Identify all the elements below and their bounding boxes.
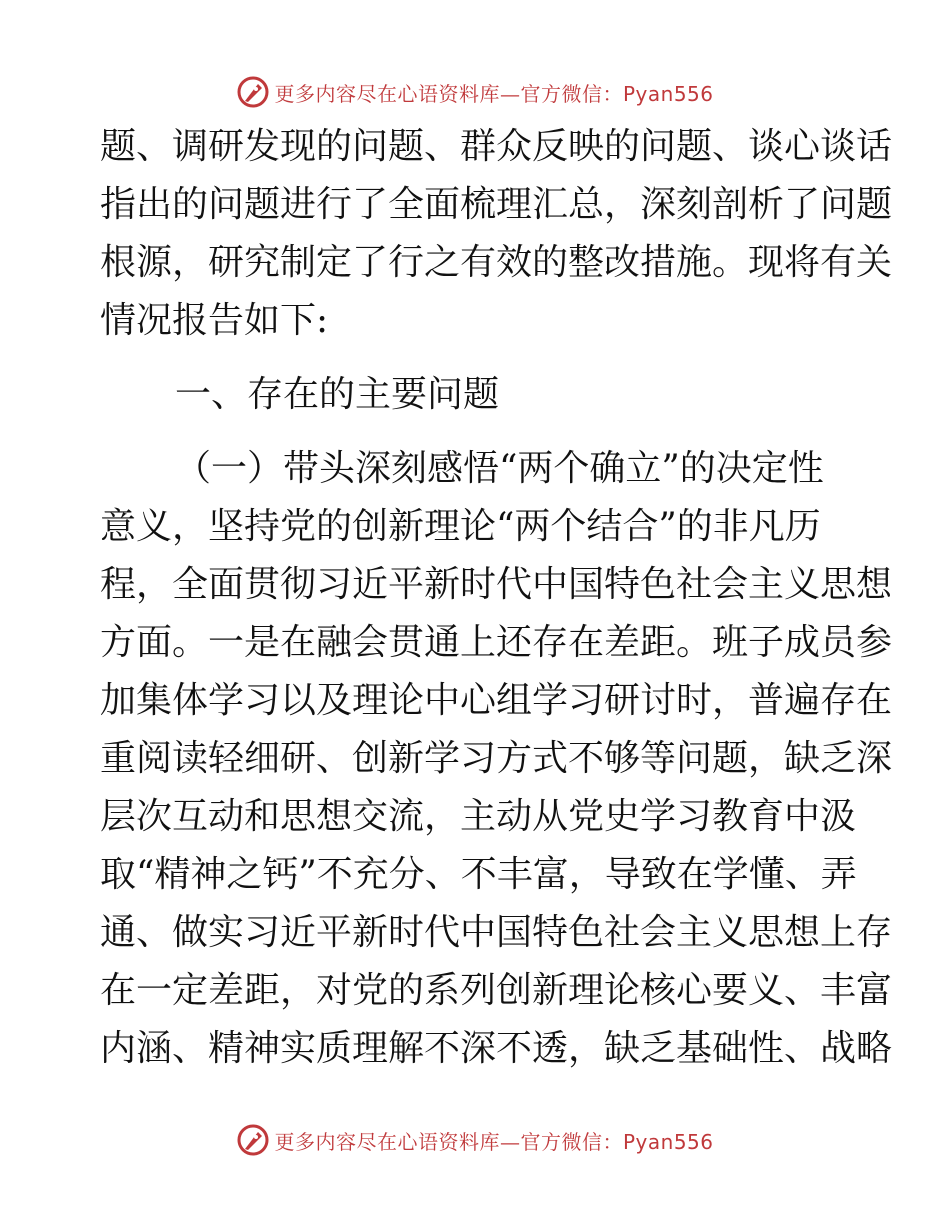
paragraph-line: 在一定差距，对党的系列创新理论核心要义、丰富 — [100, 970, 893, 1011]
section-heading: 一、存在的主要问题 — [175, 374, 500, 415]
banner-text: 更多内容尽在心语资料库—官方微信：Pyan556 — [274, 81, 714, 106]
paragraph-line: 方面。一是在融会贯通上还存在差距。班子成员参 — [100, 622, 893, 663]
footer-watermark-banner — [0, 1120, 950, 1160]
wechat-id: Pyan556 — [622, 81, 714, 106]
header-watermark-banner — [0, 72, 950, 112]
paragraph-line: 取“精神之钙”不充分、不丰富，导致在学懂、弄 — [100, 854, 857, 895]
pen-nib-logo-icon — [236, 1123, 270, 1157]
paragraph-line: 重阅读轻细研、创新学习方式不够等问题，缺乏深 — [100, 738, 893, 779]
banner-text: 更多内容尽在心语资料库—官方微信：Pyan556 — [274, 1129, 714, 1154]
paragraph-line: 通、做实习近平新时代中国特色社会主义思想上存 — [100, 912, 893, 953]
paragraph-line: 题、调研发现的问题、群众反映的问题、谈心谈话 — [100, 126, 893, 167]
subsection-heading-line: （一）带头深刻感悟“两个确立”的决定性 — [175, 448, 824, 489]
paragraph-line: 程，全面贯彻习近平新时代中国特色社会主义思想 — [100, 564, 893, 605]
wechat-id: Pyan556 — [622, 1129, 714, 1154]
paragraph-line: 内涵、精神实质理解不深不透，缺乏基础性、战略 — [100, 1028, 893, 1069]
pen-nib-logo-icon — [236, 75, 270, 109]
paragraph-line: 根源，研究制定了行之有效的整改措施。现将有关 — [100, 242, 893, 283]
paragraph-line: 指出的问题进行了全面梳理汇总，深刻剖析了问题 — [100, 184, 893, 225]
paragraph-line: 层次互动和思想交流，主动从党史学习教育中汲 — [100, 796, 857, 837]
paragraph-line: 意义，坚持党的创新理论“两个结合”的非凡历 — [100, 506, 821, 547]
paragraph-line: 情况报告如下: — [100, 300, 329, 341]
paragraph-line: 加集体学习以及理论中心组学习研讨时，普遍存在 — [100, 680, 893, 721]
